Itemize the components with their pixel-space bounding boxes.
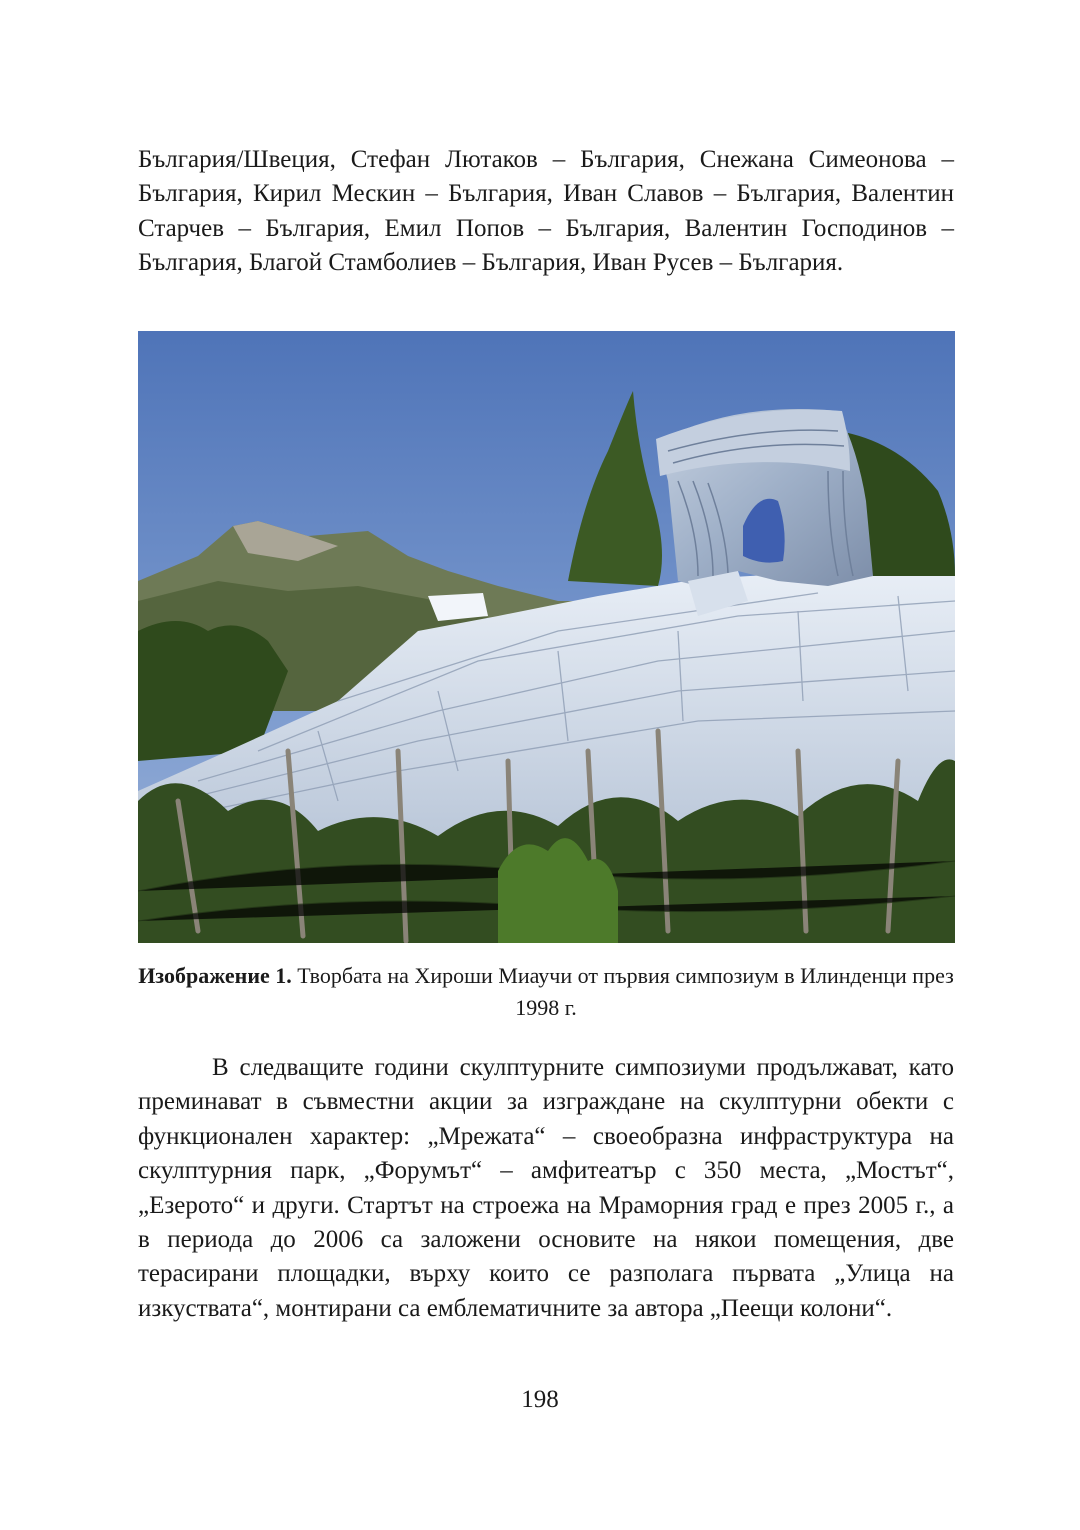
figure-caption-text: Творбата на Хироши Миаучи от първия симпозиум в Илинденци през 1998 г. bbox=[291, 963, 954, 1020]
figure-caption bbox=[138, 960, 954, 1024]
sculpture-photo bbox=[138, 331, 955, 943]
body-paragraph-bottom: В следващите години скулптурните симпозиуми продължават, като преминават в съвместни акции за изграждане на скулптурни обекти с функционален характер: „Мрежата“ – своеобразна инфраструктура на скулптурния парк, „Форумът“ – амфитеатър с 350 места, „Мостът“, „Езерото“ и други. Стартът на строежа на Мраморния град е през 2005 г., а в периода до 2006 са заложени основите на някои помещения, две терасирани площадки, върху които се разполага първата „Улица на изкуствата“, монтирани са емблематичните за автора „Пеещи колони“. bbox=[138, 1054, 954, 1322]
body-paragraph-top: България/Швеция, Стефан Лютаков – България, Снежана Симеонова – България, Кирил Мескин – България, Иван Славов – България, Валентин Старчев – България, Емил Попов – България, Валентин Господинов – България, Благой Стамболиев – България, Иван Русев – България. bbox=[138, 146, 954, 277]
figure-caption-label: Изображение 1. bbox=[138, 963, 292, 988]
page-number: 198 bbox=[521, 1386, 559, 1413]
